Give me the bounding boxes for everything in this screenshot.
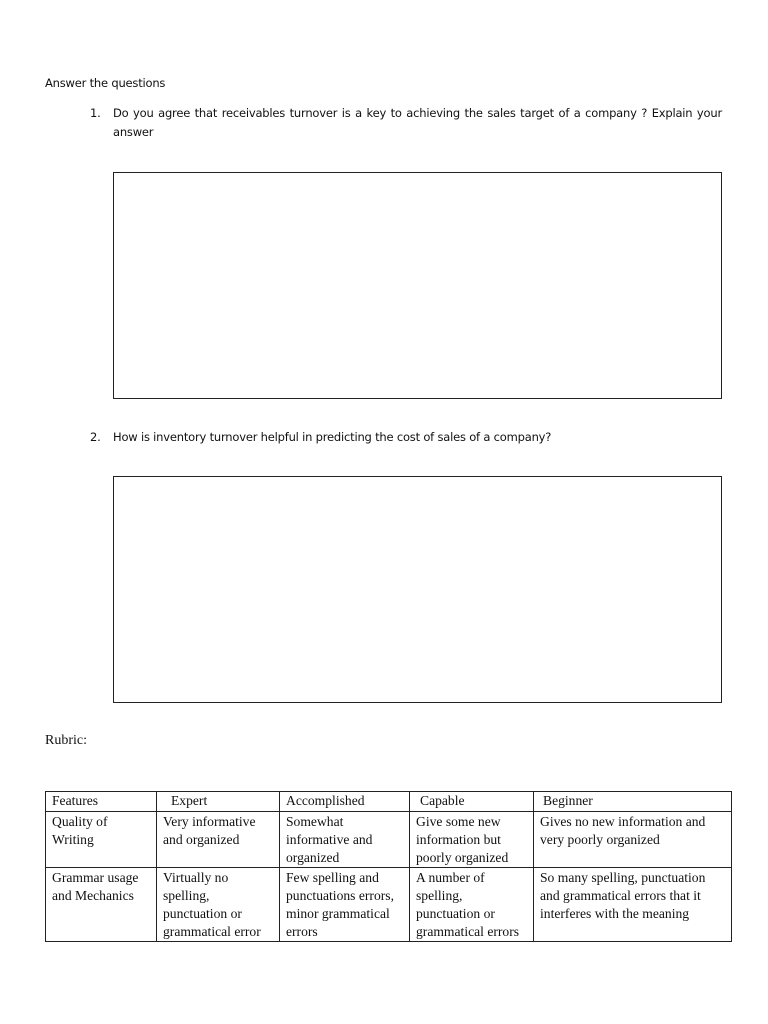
question-2-number: 2. [90,430,101,444]
cell-capable: A number of spelling, punctuation or grammatical errors [410,868,534,942]
question-2 [90,428,722,447]
header-expert: Expert [157,792,280,812]
header-capable: Capable [410,792,534,812]
rubric-row-grammar [46,868,732,942]
instructions-heading: Answer the questions [45,76,166,90]
cell-expert: Very informative and organized [157,812,280,868]
question-1-text: Do you agree that receivables turnover is a key to achieving the sales target of a company ? Explain your answer [113,106,722,139]
rubric-label: Rubric: [45,733,87,748]
header-accomplished: Accomplished [280,792,410,812]
cell-feature: Quality of Writing [46,812,157,868]
cell-accomplished: Few spelling and punctuations errors, minor grammatical errors [280,868,410,942]
cell-feature: Grammar usage and Mechanics [46,868,157,942]
cell-capable: Give some new information but poorly organized [410,812,534,868]
rubric-header-row [46,792,732,812]
rubric-table [45,791,732,942]
header-beginner: Beginner [534,792,732,812]
cell-accomplished: Somewhat informative and organized [280,812,410,868]
cell-beginner: So many spelling, punctuation and grammatical errors that it interferes with the meaning [534,868,732,942]
question-1 [90,104,722,142]
answer-box-2[interactable] [113,476,722,703]
question-2-text: How is inventory turnover helpful in predicting the cost of sales of a company? [113,430,552,444]
answer-box-1[interactable] [113,172,722,399]
cell-beginner: Gives no new information and very poorly organized [534,812,732,868]
header-features: Features [46,792,157,812]
rubric-row-quality [46,812,732,868]
question-1-number: 1. [90,106,101,120]
cell-expert: Virtually no spelling, punctuation or grammatical error [157,868,280,942]
